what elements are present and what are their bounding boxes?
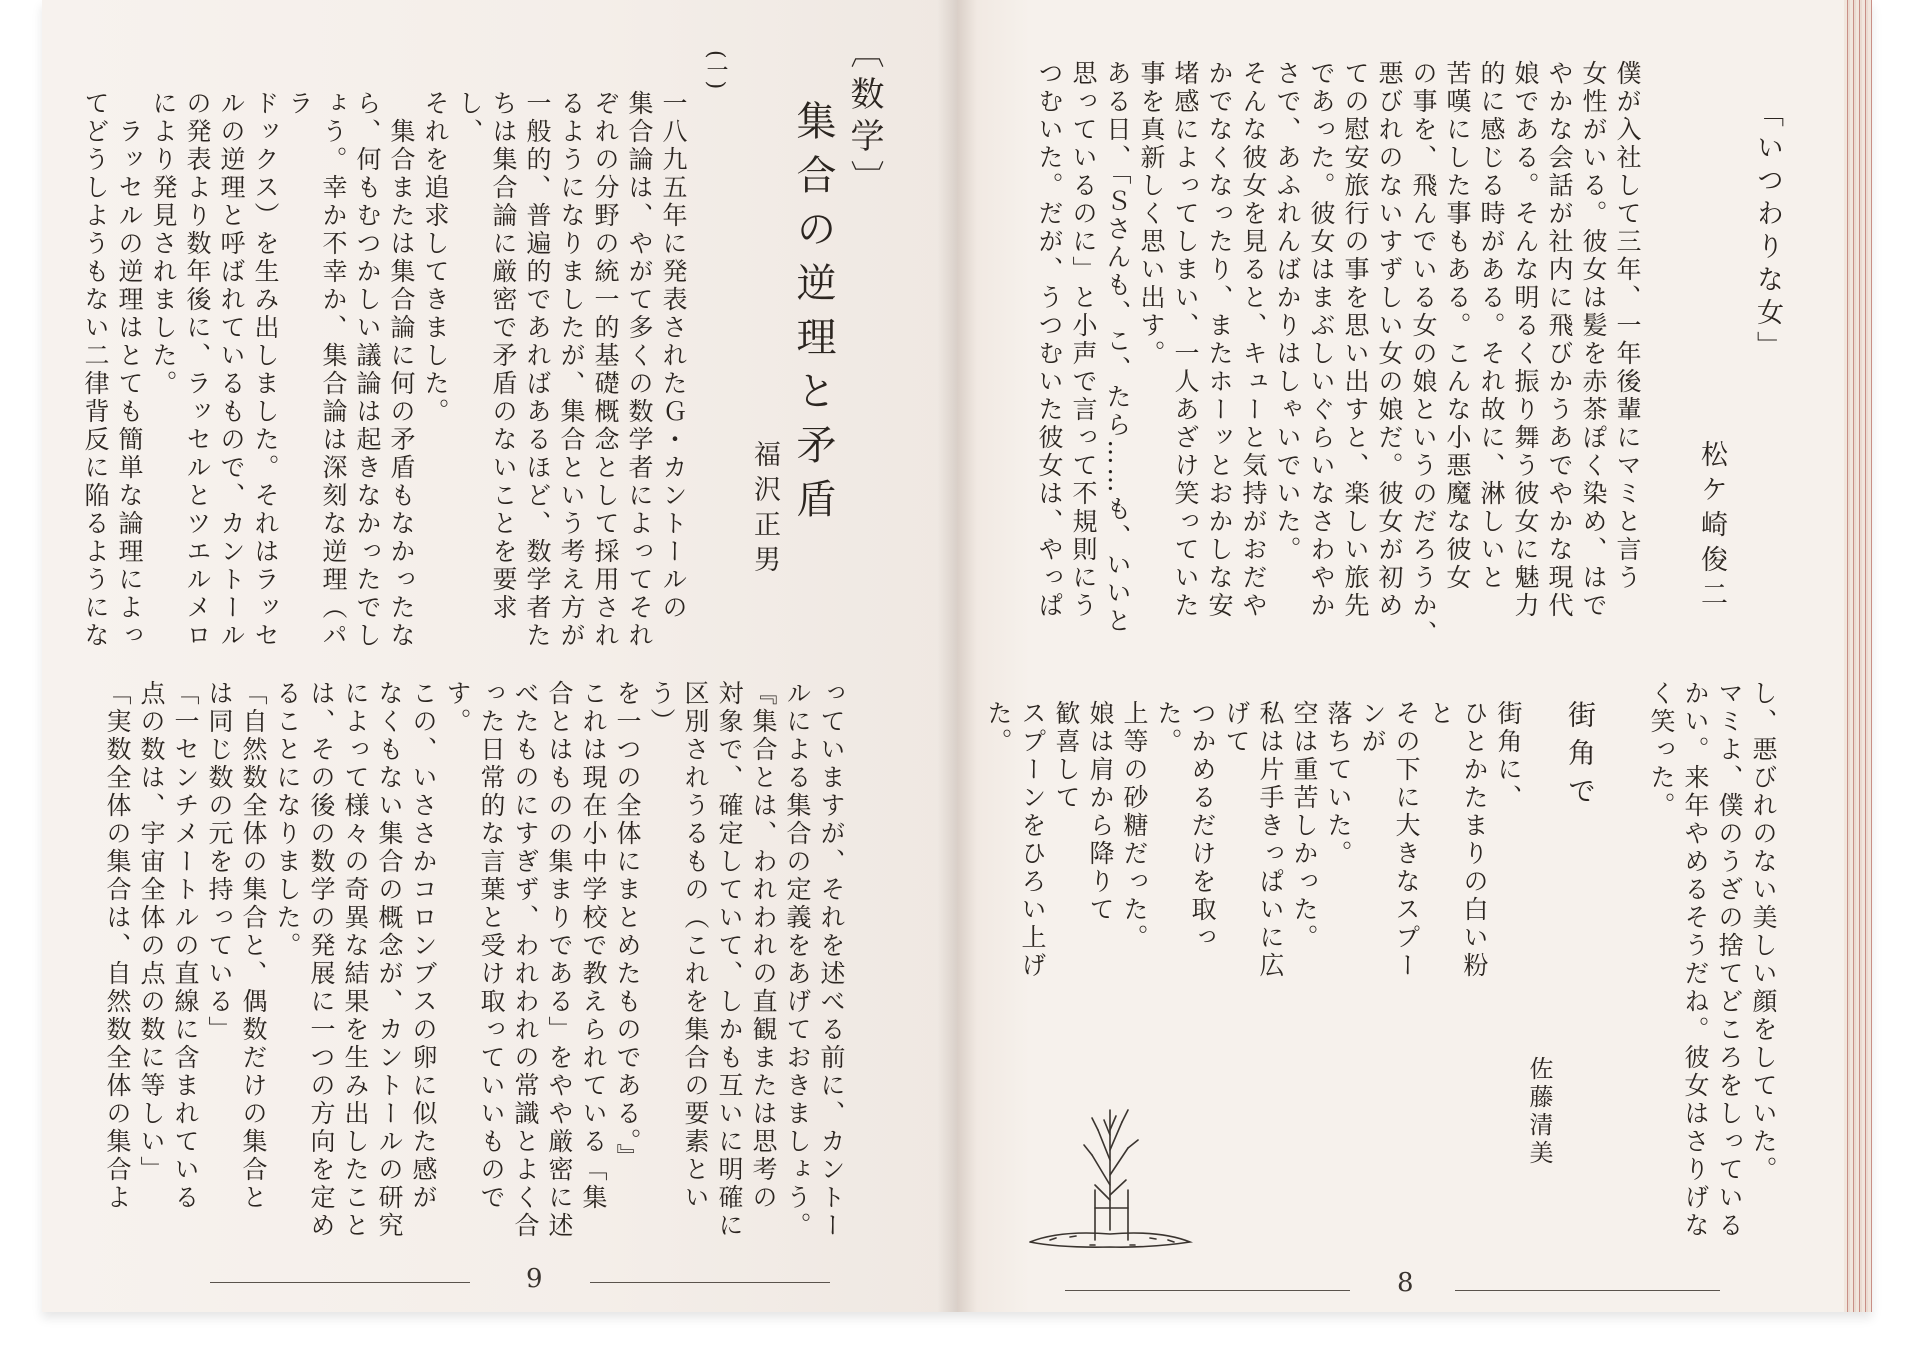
poem-author: 佐藤清美 xyxy=(1525,1056,1553,1168)
section-number: (一) xyxy=(703,50,728,90)
poem-body: 街角に、 ひとかたまりの白い粉と その下に大きなスプーンが 落ちていた。 空は重苦しかった。 私は片手きっぱいに広げて つかめるだけを取った。 上等の砂糖だった。 娘は肩から降りて 歓喜して スプーンをひろい上げた。 xyxy=(984,700,1523,980)
story-author: 松ケ崎俊二 xyxy=(1696,440,1727,615)
story-title: 「いつわりな女」 xyxy=(1752,100,1783,364)
footer-rule-left-b xyxy=(590,1282,830,1283)
article-upper-body: 一八九五年に発表されたＧ・カントールの 集合論は、やがて多くの数学者によってそれ ぞれの分野の統一的基礎概念として採用され るようになりましたが、集合という考え方が 一般的、普遍的であればあるほど、数学者た ちは集合論に厳密で矛盾のないことを要求し、 それを追求してきました。 集合または集合論に何の矛盾もなかったな ら、何もむつかしい議論は起きなかったでし ょう。幸か不幸か、集合論は深刻な逆理（パラ ドックス）を生み出しました。それはラッセ ルの逆理と呼ばれているもので、カントール の発表より数年後に、ラッセルとツエルメロ により発見されました。 ラッセルの逆理はとても簡単な論理によっ てどうしようもない二律背反に陥るようにな xyxy=(81,90,688,650)
page-number-8: 8 xyxy=(1397,1268,1414,1298)
poem-title: 街角で xyxy=(1564,700,1597,814)
book-gutter xyxy=(937,0,977,1312)
story-ending: し、悪びれのない美しい顔をしていた。 マミよ、僕のうざの捨てどころをしっている かい。来年やめるそうだね。彼女はさりげな く笑った。 xyxy=(1647,680,1778,1240)
footer-rule-right-a xyxy=(1065,1290,1350,1291)
section-label: 〔数学〕 xyxy=(844,34,884,202)
footer-rule-left-a xyxy=(210,1282,470,1283)
footer-rule-right-b xyxy=(1455,1290,1720,1291)
article-author: 福沢正男 xyxy=(749,440,780,580)
story-body: 僕が入社して三年、一年後輩にマミと言う 女性がいる。彼女は髪を赤茶ぽく染め、はで やかな会話が社内に飛びかうあでやかな現代 娘である。そんな明るく振り舞う彼女に魅力 的に感じる時がある。それ故に、淋しいと 苦嘆にした事もある。こんな小悪魔な彼女 の事を、飛んでいる女の娘というのだろうか、 悪びれのないすずしい女の娘だ。彼女が初め ての慰安旅行の事を思い出すと、楽しい旅先 であった。彼女はまぶしいぐらいなさわやか さで、あふれんばかりはしゃいでいた。 そんな彼女を見ると、キューと気持がおだや かでなくなったり、またホーッとおかしな安 堵感によってしまい、一人あざけ笑っていた 事を真新しく思い出す。 ある日、「Ｓさんも、こ、たら……も、いいと 思っているのに」と小声で言って不規則にう つむいた。だが、うつむいた彼女は、やっぱ xyxy=(1035,60,1642,648)
tree-illustration xyxy=(1000,1090,1200,1260)
page-number-9: 9 xyxy=(526,1264,543,1294)
article-lower-body: っていますが、それを述べる前に、カントー ルによる集合の定義をあげておきましょう。 『集合とは、われわれの直観または思考の 対象で、確定していて、しかも互いに明確に 区別されうるもの（これを集合の要素という） を一つの全体にまとめたものである。』 これは現在小中学校で教えられている「集 合とはものの集まりである」をやや厳密に述 べたものにすぎず、われわれの常識とよく合 った日常的な言葉と受け取っていいものです。 この、いささかコロンブスの卵に似た感が なくもない集合の概念が、カントールの研究 によって様々の奇異な結果を生み出したこと は、その後の数学の発展に一つの方向を定め ることになりました。 「自然数全体の集合と、偶数だけの集合と は同じ数の元を持っている」 「一センチメートルの直線に含まれている 点の数は、宇宙全体の点の数に等しい」 「実数全体の集合は、自然数全体の集合よ xyxy=(103,680,846,1240)
page-edge-stack xyxy=(1844,0,1872,1312)
article-title: 集合の逆理と矛盾 xyxy=(790,100,836,532)
